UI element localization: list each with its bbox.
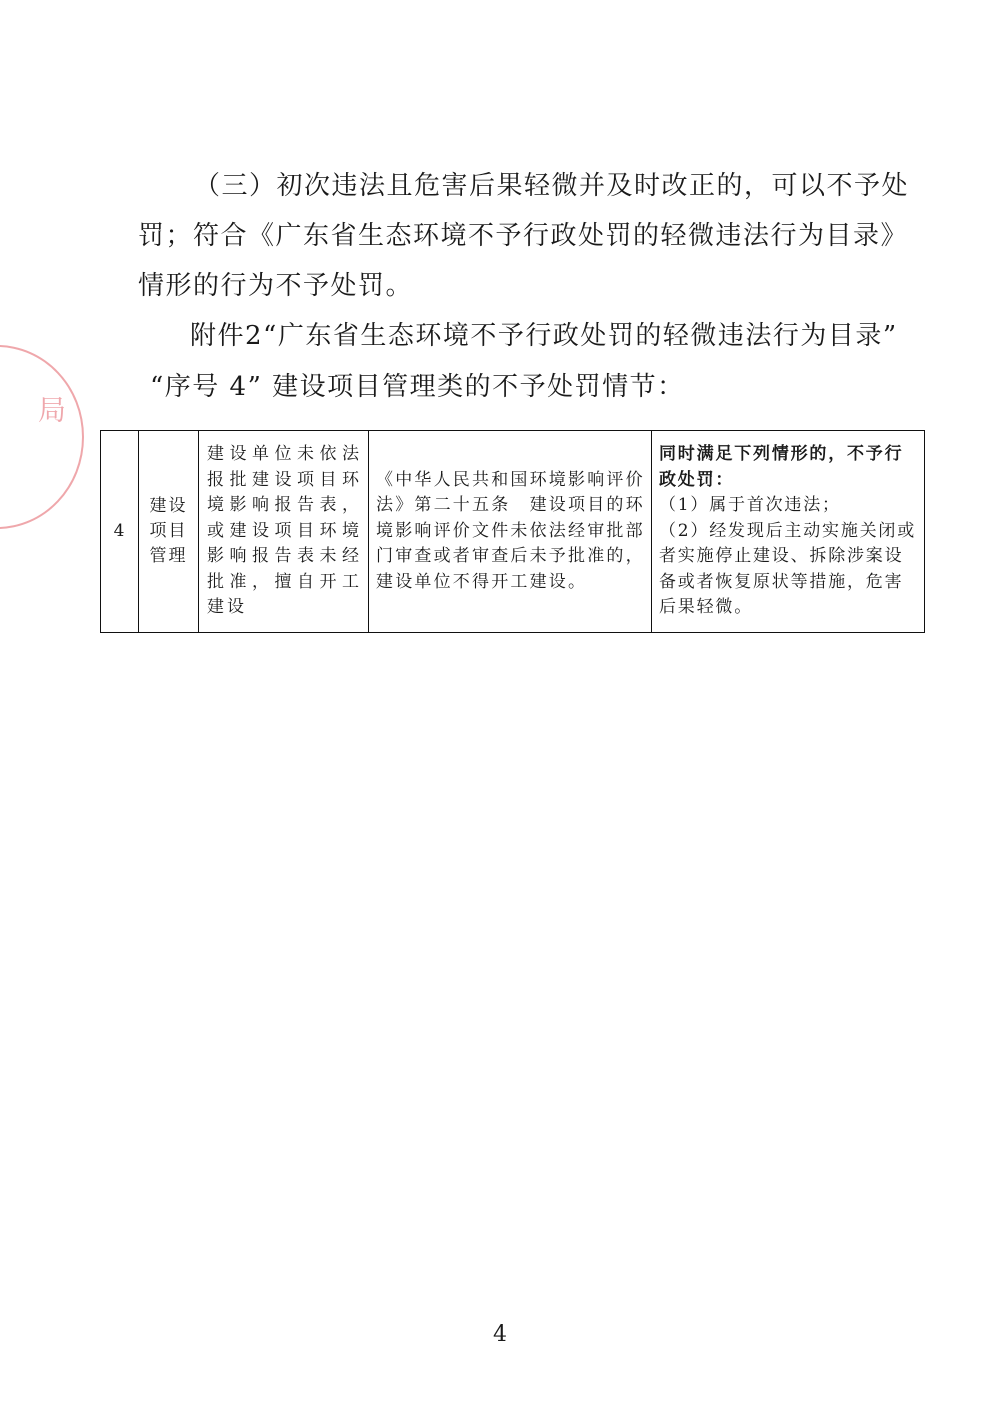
row-number: 4 [101,431,139,633]
paragraph-3: 情形的行为不予处罚。 [138,271,414,301]
violation-text: 建设单位未依法报批建设项目环境影响报告表，或建设项目环境影响报告表未经批准，擅自开工建设 [207,444,362,618]
violation-cell [199,431,369,633]
category-cell [139,431,199,633]
condition-1: （1）属于首次违法； [659,495,841,516]
penalty-table [100,430,925,633]
condition-2: （2）经发现后主动实施关闭或者实施停止建设、拆除涉案设备或者恢复原状等措施，危害后果轻微。 [659,520,917,618]
condition-title: 同时满足下列情形的，不予行政处罚： [659,444,904,490]
seal-text: 局 [34,395,67,423]
paragraph-5: “序号 4” 建设项目管理类的不予处罚情节： [150,372,685,402]
table-row [101,431,925,633]
category-text: 建设 项目 管理 [149,496,188,566]
legal-basis-cell [369,431,652,633]
page-number: 4 [493,1322,507,1347]
paragraph-2: 罚；符合《广东省生态环境不予行政处罚的轻微违法行为目录》 [138,221,909,251]
condition-cell [652,431,925,633]
seal-icon [0,345,84,529]
paragraph-4: 附件2“广东省生态环境不予行政处罚的轻微违法行为目录” [190,321,898,351]
legal-basis-text: 《中华人民共和国环境影响评价法》第二十五条 建设项目的环境影响评价文件未依法经审批部门审查或者审查后未予批准的，建设单位不得开工建设。 [376,469,645,592]
paragraph-1: （三）初次违法且危害后果轻微并及时改正的，可以不予处 [194,171,910,201]
